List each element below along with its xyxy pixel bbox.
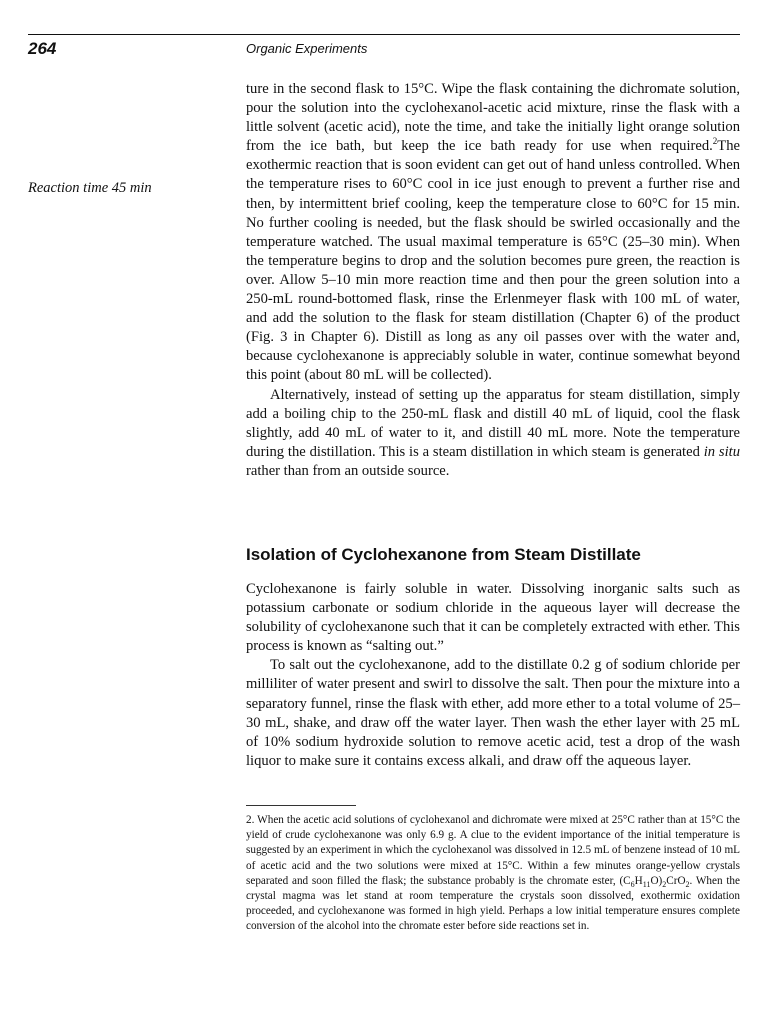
running-header [28, 34, 740, 61]
paragraph: Alternatively, instead of setting up the apparatus for steam distillation, simply add a boiling chip to the 250-mL flask and distill 40 mL of liquid, cool the flask slightly, add 40 mL of water to it, and distill 40 mL more. Note the temperature during the distillation. This is a steam distillation in which steam is generated in situ rather than from an outside source. [246, 386, 740, 479]
page-number: 264 [28, 39, 57, 58]
footnote-ref: 2 [712, 136, 718, 147]
footnote: 2. When the acetic acid solutions of cyclohexanol and dichromate were mixed at 25°C rather than at 15°C the yield of crude cyclohexanone was only 6.9 g. A clue to the evident importance of the initial temperature is suggested by an experiment in which the cyclohexanol was dissolved in 12.5 mL of benzene instead of 10 mL of acetic acid and the two solutions were mixed at 15°C. Within a few minutes orange-yellow crystals separated and soon filled the flask; the substance probably is the chromate ester, $(C_6H_{11}O)_2CrO_2$. When the crystal magma was let stand at room temperature the crystals soon dissolved, exothermic oxidation proceeded, and cyclohexanone was formed in high yield. Perhaps a low initial temperature ensures complete conversion of the alcohol into the chromate ester before side reactions set in. [246, 814, 740, 933]
running-title: Organic Experiments [246, 41, 368, 56]
body-text [246, 80, 740, 481]
paragraph: To salt out the cyclohexanone, add to the distillate 0.2 g of sodium chloride per milliliter of water present and swirl to dissolve the salt. Then pour the mixture into a separatory funnel, rinse the flask with ether, add more ether to a total volume of 25–30 mL, shake, and draw off the water layer. Then wash the ether layer with 25 mL of 10% sodium hydroxide solution to remove acetic acid, test a drop of the wash liquor to make sure it contains excess alkali, and draw off the aqueous layer. [246, 657, 740, 769]
paragraph: ture in the second flask to 15°C. Wipe the flask containing the dichromate solution, pour the solution into the cyclohexanol-acetic acid mixture, rinse the flask with a little solvent (acetic acid), note the time, and take the initially light orange solution from the ice bath, but keep the ice bath ready for use when required.$^2$The exothermic reaction that is soon evident can get out of hand unless controlled. When the temperature rises to 60°C cool in ice just enough to prevent a further rise and then, by intermittent brief cooling, keep the temperature close to 60°C for 15 min. No further cooling is needed, but the flask should be swirled occasionally and the temperature watched. The usual maximal temperature is 65°C (25–30 min). When the temperature begins to drop and the solution becomes pure green, the reaction is over. Allow 5–10 min more reaction time and then pour the green solution into a 250-mL round-bottomed flask, rinse the Erlenmeyer flask with 100 mL of water, and add the solution to the flask for steam distillation (Chapter 6) of the product (Fig. 3 in Chapter 6). Distill as long as any oil passes over with the water and, because cyclohexanone is appreciably soluble in water, continue somewhat beyond this point (about 80 mL will be collected). [246, 81, 740, 384]
section-heading: Isolation of Cyclohexanone from Steam Distillate [246, 545, 641, 564]
italic-term: in situ [703, 443, 740, 460]
footnote-divider [246, 805, 356, 806]
section-body [246, 580, 740, 771]
paragraph: Cyclohexanone is fairly soluble in water. Dissolving inorganic salts such as potassium carbonate or sodium chloride in the aqueous layer will decrease the solubility of cyclohexanone such that it can be completely extracted with ether. This process is known as “salting out.” [246, 581, 740, 655]
margin-note: Reaction time 45 min [28, 180, 152, 196]
